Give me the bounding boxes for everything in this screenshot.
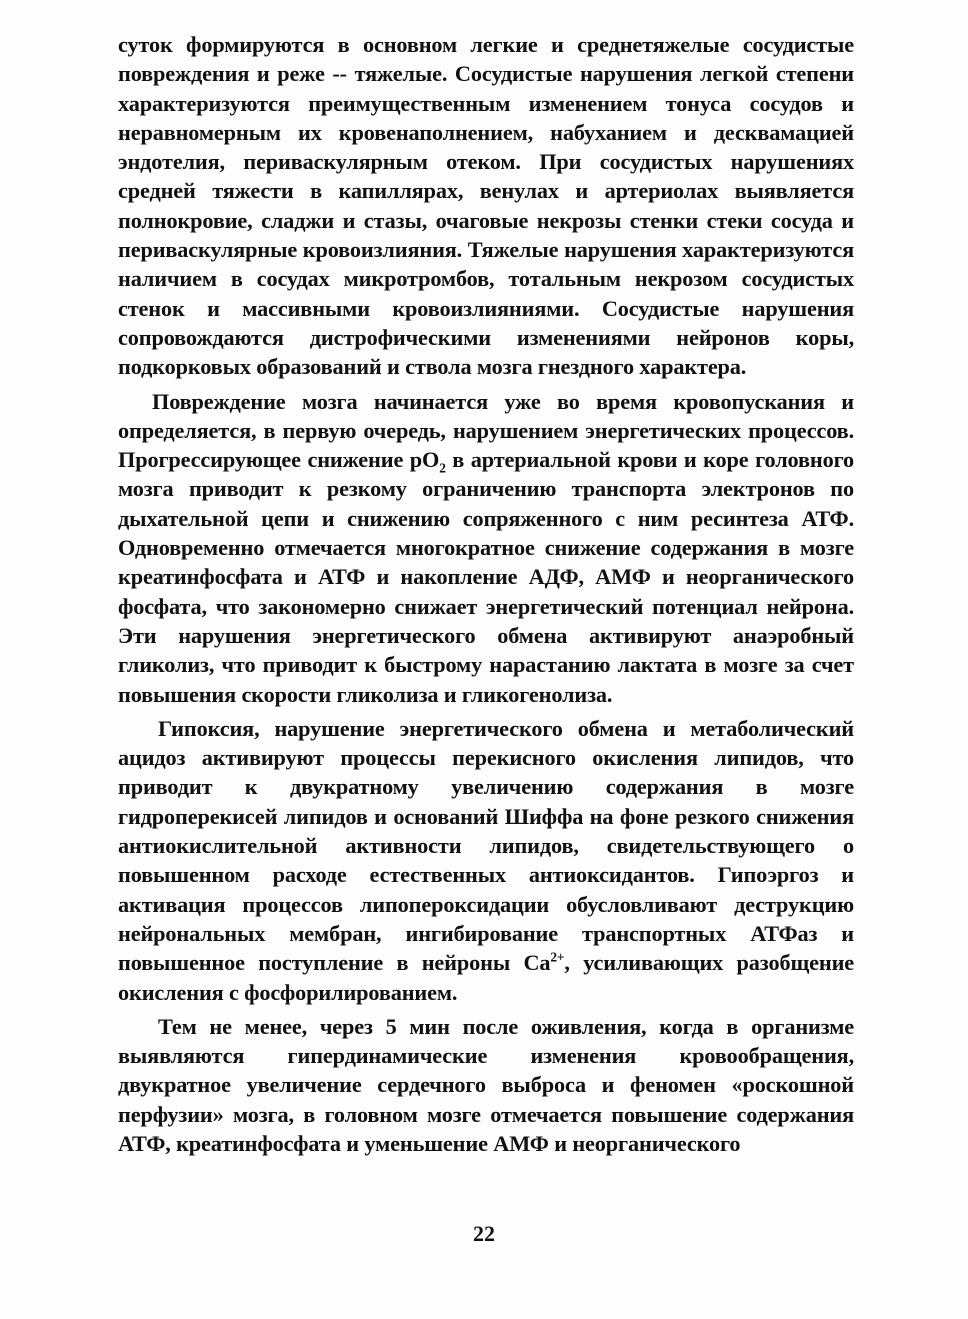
paragraph-1 [118, 30, 854, 382]
paragraph-1-text: суток формируются в основном легкие и среднетяжелые сосудистые повреждения и реже -- тяжелые. Сосудистые нарушения легкой степени характеризуются преимущественным изменением тонуса сосудов и неравномерным их кровенаполнением, набуханием и десквамацией эндотелия, периваскулярным отеком. При сосудистых нарушениях средней тяжести в капиллярах, венулах и артериолах выявляется полнокровие, сладжи и стазы, очаговые некрозы стенки стеки сосуда и периваскулярные кровоизлияния. Тяжелые нарушения характеризуются наличием в сосудах микротромбов, тотальным некрозом сосудистых стенок и массивными кровоизлияниями. Сосудистые нарушения сопровождаются дистрофическими изменениями нейронов коры, подкорковых образований и ствола мозга гнездного характера. [118, 32, 854, 380]
paragraph-2 [118, 387, 854, 709]
page-number: 22 [473, 1221, 495, 1246]
paragraph-3-text-b: , усиливающих разобщение окисления с фосфорилированием. [118, 950, 855, 1005]
paragraph-2-text-a: Повреждение мозга начинается уже во время кровопускания и определяется, в первую очередь, нарушением энергетических процессов. Прогрессирующее снижение рО [118, 388, 854, 473]
subscript-2: 2 [439, 460, 446, 476]
paragraph-4-text: Тем не менее, через 5 мин после оживления, когда в организме выявляются гипердинамические изменения кровообращения, двукратное увеличение сердечного выброса и феномен «роскошной перфузии» мозга, в головном мозге отмечается повышение содержания АТФ, креатинфосфата и уменьшение АМФ и неорганического [118, 1013, 854, 1156]
body-text [118, 30, 854, 1158]
paragraph-4 [118, 1012, 854, 1158]
paragraph-3-text-a: Гипоксия, нарушение энергетического обмена и метаболический ацидоз активируют процессы перекисного окисления липидов, что приводит к двукратному увеличению содержания в мозге гидроперекисей липидов и оснований Шиффа на фоне резкого снижения антиокислительной активности липидов, свидетельствующего о повышенном расходе естественных антиоксидантов. Гипоэргоз и активация процессов липопероксидации обусловливают деструкцию нейрональных мембран, ингибирование транспортных АТФаз и повышенное поступление в нейроны Са [118, 715, 854, 976]
paragraph-3 [118, 714, 854, 1007]
paragraph-2-text-b: в артериальной крови и коре головного мозга приводит к резкому ограничению транспорта электронов по дыхательной цепи и снижению сопряженного с ним ресинтеза АТФ. Одновременно отмечается многократное снижение содержания в мозге креатинфосфата и АТФ и накопление АДФ, АМФ и неорганического фосфата, что закономерно снижает энергетический потенциал нейрона. Эти нарушения энергетического обмена активируют анаэробный гликолиз, что приводит к быстрому нарастанию лактата в мозге за счет повышения скорости гликолиза и гликогенолиза. [118, 447, 854, 707]
superscript-2plus: 2+ [550, 949, 565, 965]
